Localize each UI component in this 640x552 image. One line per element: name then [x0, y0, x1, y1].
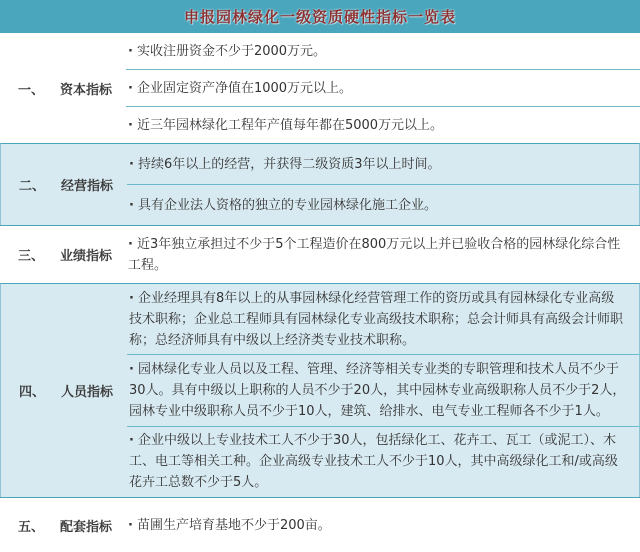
section-number: 三、	[18, 249, 45, 264]
bullet-icon: ·	[129, 156, 134, 172]
indicator-text: · 园林绿化专业人员以及工程、管理、经济等相关专业类的专职管理和技术人员不少于30人。具有中级以上职称的人员不少于20人，其中园林专业高级职称人员不少于2人，园林专业中级职称人员不少于10人，建筑、给排水、电气专业工程师各不少于1人。	[129, 361, 626, 419]
indicator-text: · 企业固定资产净值在1000万元以上。	[128, 80, 353, 96]
indicator-item	[126, 498, 640, 552]
bullet-icon: ·	[128, 517, 133, 533]
indicator-text: · 持续6年以上的经营，并获得二级资质3年以上时间。	[129, 156, 441, 172]
indicator-item	[127, 426, 639, 497]
page-title: 申报园林绿化一级资质硬性指标一览表	[183, 8, 456, 26]
section-number: 二、	[19, 179, 46, 194]
section-operation-indicators	[0, 143, 640, 225]
section-number: 四、	[19, 385, 46, 400]
bullet-icon: ·	[129, 433, 134, 449]
indicator-item	[127, 284, 639, 354]
indicator-item	[127, 184, 639, 225]
section-category: 人员指标	[61, 385, 114, 400]
section-performance-indicators	[0, 225, 640, 283]
section-category: 经营指标	[61, 179, 114, 194]
section-number: 一、	[18, 82, 45, 98]
section-items	[126, 498, 640, 552]
section-category: 配套指标	[60, 519, 113, 535]
indicator-text: · 实收注册资金不少于2000万元。	[128, 43, 327, 59]
section-capital-indicators	[0, 33, 640, 143]
indicator-item	[126, 106, 640, 143]
section-items	[126, 33, 640, 143]
section-number: 五、	[18, 519, 45, 535]
indicator-text: · 企业经理具有8年以上的从事园林绿化经营管理工作的资历或具有园林绿化专业高级技术职称；企业总工程师具有园林绿化专业高级技术职称；总会计师具有高级会计师职称；总经济师具有中级以上经济类专业技术职称。	[129, 290, 624, 348]
section-category: 业绩指标	[60, 249, 113, 264]
bullet-icon: ·	[128, 236, 133, 252]
indicator-text: · 具有企业法人资格的独立的专业园林绿化施工企业。	[129, 197, 437, 213]
section-personnel-indicators	[0, 283, 640, 497]
indicator-item	[126, 33, 640, 69]
indicator-text: · 苗圃生产培育基地不少于200亩。	[128, 517, 331, 533]
indicator-text: · 企业中级以上专业技术工人不少于30人，包括绿化工、花卉工、瓦工（或泥工）、木工、电工等相关工种。企业高级专业技术工人不少于10人，其中高级绿化工和/或高级花卉工总数不少于5人。	[129, 433, 618, 491]
section-category: 资本指标	[60, 82, 113, 98]
bullet-icon: ·	[129, 290, 134, 306]
section-items	[127, 284, 639, 497]
bullet-icon: ·	[128, 43, 133, 59]
bullet-icon: ·	[128, 117, 133, 133]
bullet-icon: ·	[128, 80, 133, 96]
indicator-item	[126, 226, 640, 283]
indicator-text: · 近三年园林绿化工程年产值每年都在5000万元以上。	[128, 117, 444, 133]
indicator-item	[126, 69, 640, 106]
section-items	[127, 144, 639, 225]
section-items	[126, 226, 640, 283]
section-supporting-indicators	[0, 497, 640, 552]
indicator-item	[127, 354, 639, 425]
indicator-text: · 近3年独立承担过不少于5个工程造价在800万元以上并已验收合格的园林绿化综合性工程。	[128, 236, 621, 273]
indicator-item	[127, 144, 639, 184]
table-title-bar	[0, 0, 640, 33]
bullet-icon: ·	[129, 361, 134, 377]
bullet-icon: ·	[129, 197, 134, 213]
